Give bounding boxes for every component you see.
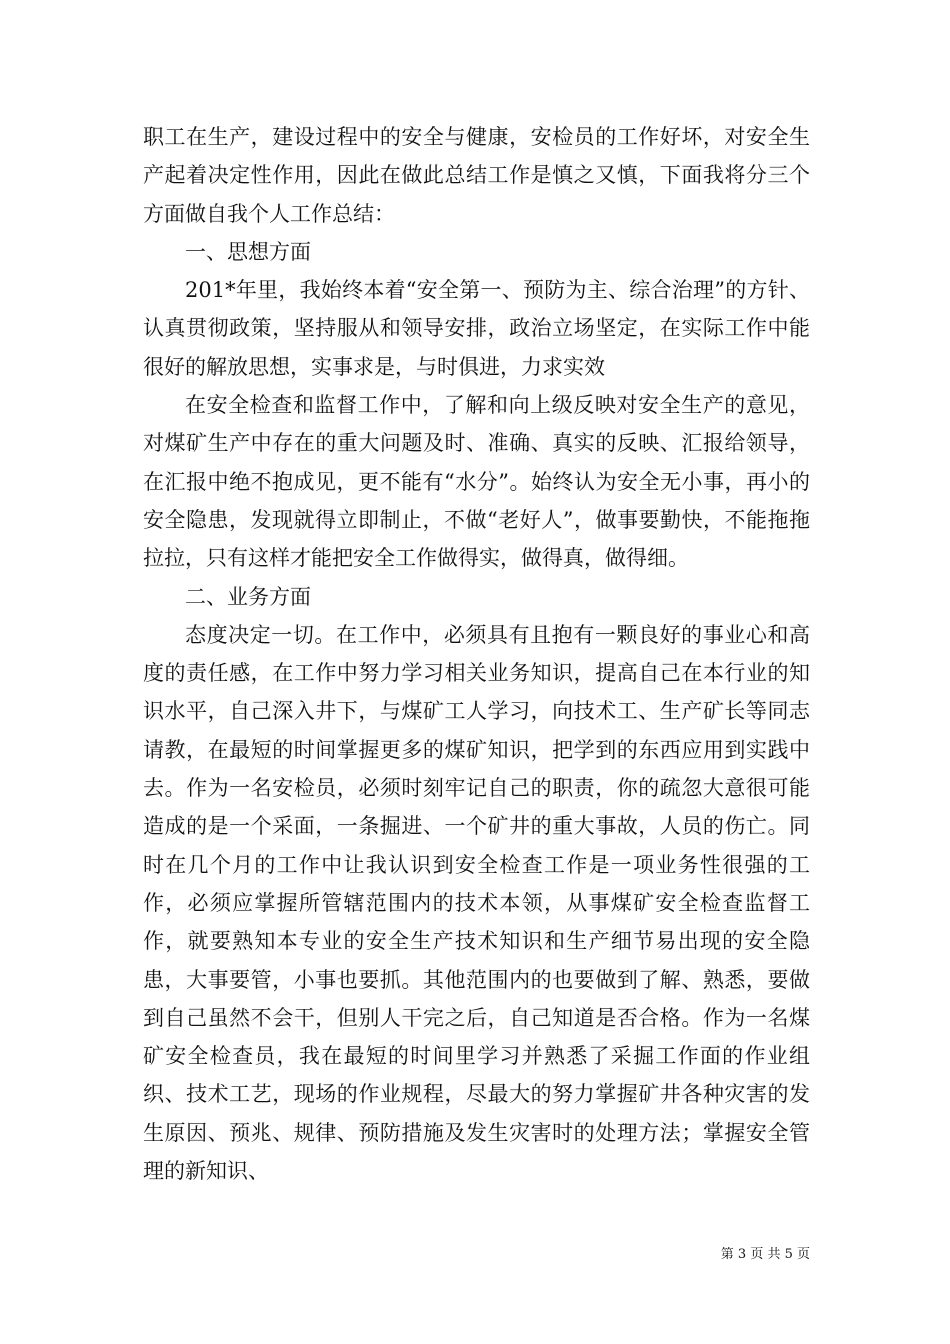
document-body bbox=[143, 118, 810, 1190]
page-number-footer: 第 3 页 共 5 页 bbox=[720, 1247, 810, 1262]
paragraph-business: 态度决定一切。在工作中，必须具有且抱有一颗良好的事业心和高度的责任感，在工作中努力学习相关业务知识，提高自己在本行业的知识水平，自己深入井下，与煤矿工人学习，向技术工、生产矿长等同志请教，在最短的时间掌握更多的煤矿知识，把学到的东西应用到实践中去。作为一名安检员，必须时刻牢记自己的职责，你的疏忽大意很可能造成的是一个采面，一条掘进、一个矿井的重大事故，人员的伤亡。同时在几个月的工作中让我认识到安全检查工作是一项业务性很强的工作，必须应掌握所管辖范围内的技术本领，从事煤矿安全检查监督工作，就要熟知本专业的安全生产技术知识和生产细节易出现的安全隐患，大事要管，小事也要抓。其他范围内的也要做到了解、熟悉，要做到自己虽然不会干，但别人干完之后，自己知道是否合格。作为一名煤矿安全检查员，我在最短的时间里学习并熟悉了采掘工作面的作业组织、技术工艺，现场的作业规程，尽最大的努力掌握矿井各种灾害的发生原因、预兆、规律、预防措施及发生灾害时的处理方法；掌握安全管理的新知识、 bbox=[143, 622, 810, 1184]
heading-ideology: 一、思想方面 bbox=[185, 239, 311, 264]
heading-business: 二、业务方面 bbox=[185, 584, 311, 609]
paragraph-ideology: 201*年里，我始终本着“安全第一、预防为主、综合治理”的方针、认真贯彻政策，坚持服从和领导安排，政治立场坚定，在实际工作中能很好的解放思想，实事求是，与时俱进，力求实效 bbox=[143, 278, 810, 379]
paragraph-inspection: 在安全检查和监督工作中，了解和向上级反映对安全生产的意见，对煤矿生产中存在的重大问题及时、准确、真实的反映、汇报给领导，在汇报中绝不抱成见，更不能有“水分”。始终认为安全无小事，再小的安全隐患，发现就得立即制止，不做“老好人”，做事要勤快，不能拖拖拉拉，只有这样才能把安全工作做得实，做得真，做得细。 bbox=[143, 393, 810, 571]
paragraph-intro: 职工在生产，建设过程中的安全与健康，安检员的工作好坏，对安全生产起着决定性作用，因此在做此总结工作是慎之又慎，下面我将分三个方面做自我个人工作总结： bbox=[143, 125, 810, 226]
